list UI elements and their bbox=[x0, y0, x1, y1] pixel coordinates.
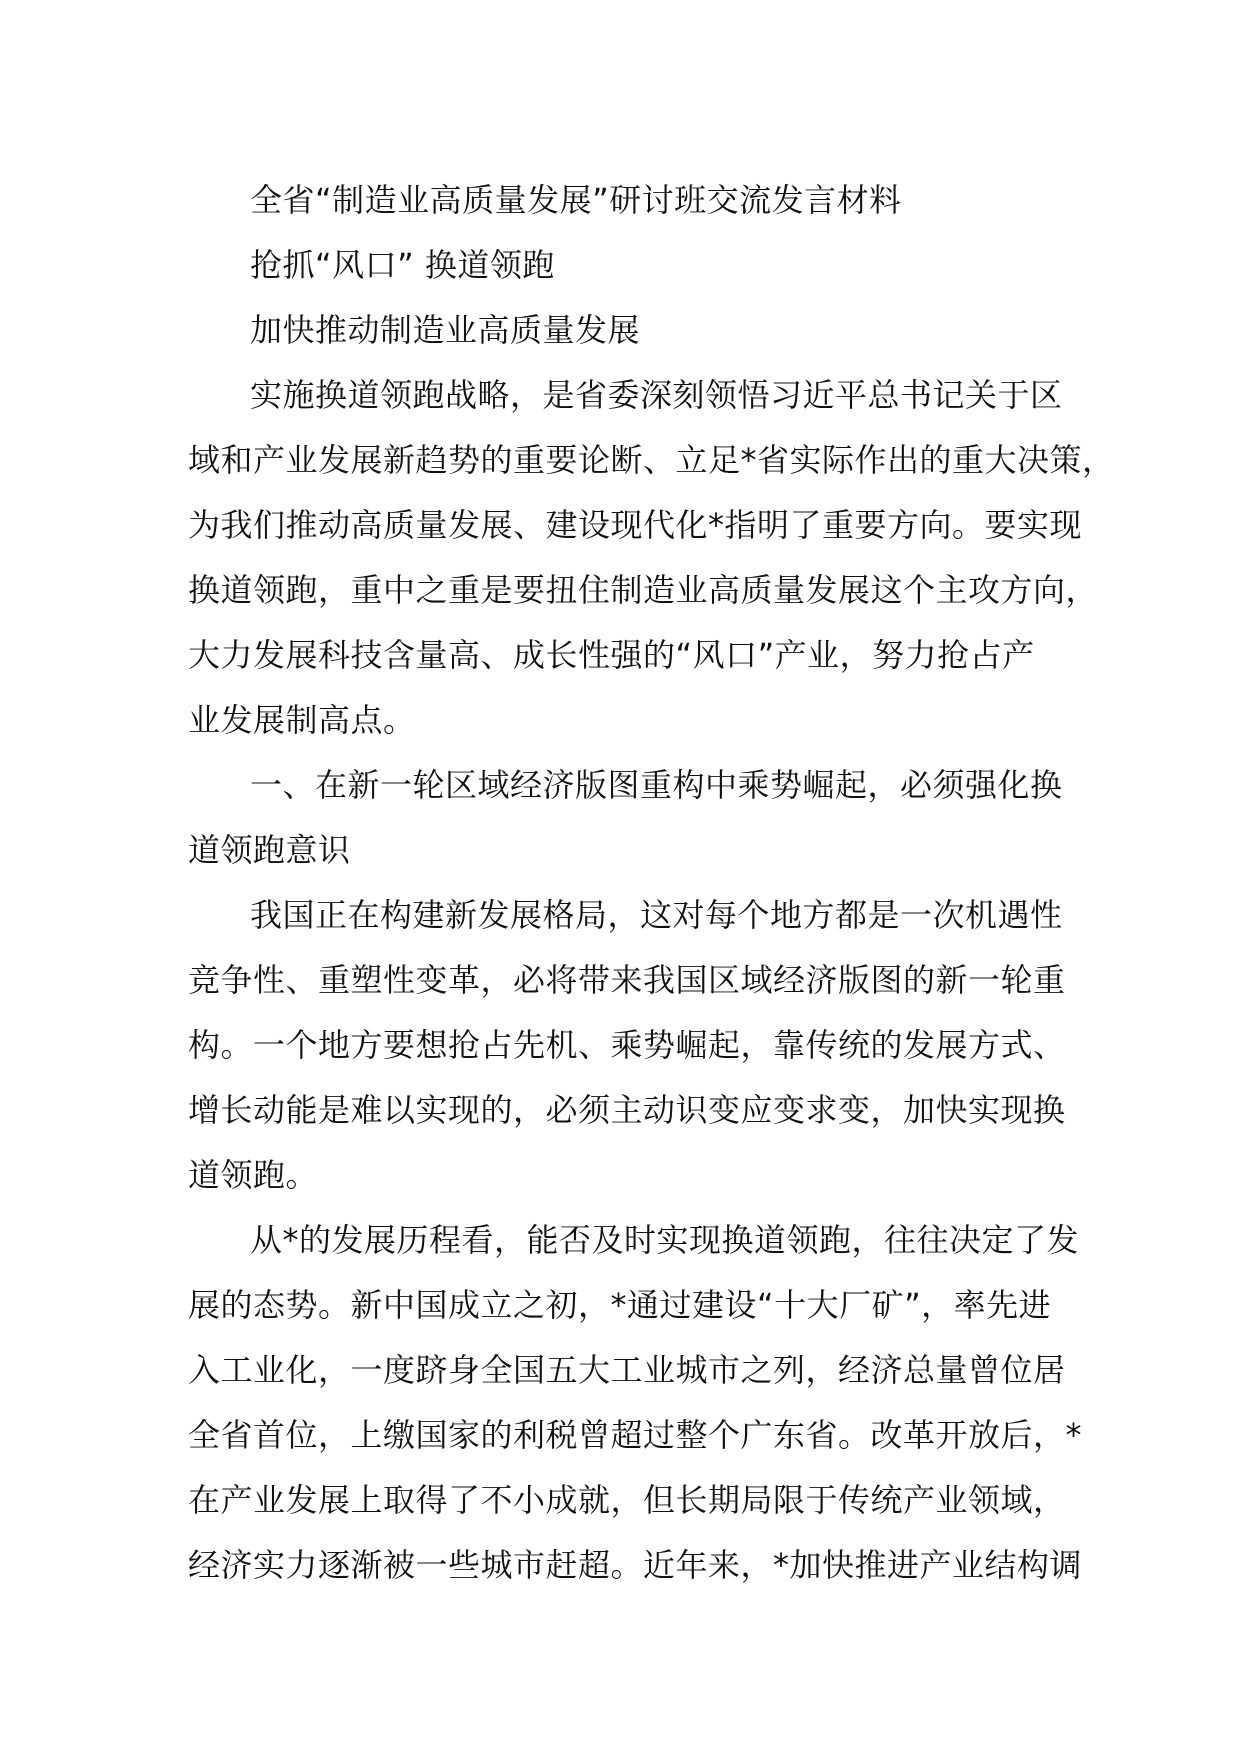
heading-line: 一、在新一轮区域经济版图重构中乘势崛起，必须强化换 bbox=[250, 766, 1063, 804]
section-heading-1 bbox=[188, 753, 1088, 883]
text-line: 构。一个地方要想抢占先机、乘势崛起，靠传统的发展方式、 bbox=[188, 1026, 1066, 1064]
paragraph-intro bbox=[188, 363, 1115, 753]
text-line: 道领跑。 bbox=[188, 1156, 319, 1194]
text-line: 为我们推动高质量发展、建设现代化*指明了重要方向。要实现 bbox=[188, 506, 1083, 544]
text-line: 实施换道领跑战略，是省委深刻领悟习近平总书记关于区 bbox=[250, 376, 1063, 414]
paragraph-3 bbox=[188, 1208, 1088, 1598]
text-line: 经济实力逐渐被一些城市赶超。近年来，*加快推进产业结构调 bbox=[188, 1546, 1083, 1584]
text-line: 增长动能是难以实现的，必须主动识变应变求变，加快实现换 bbox=[188, 1091, 1066, 1129]
text-line: 我国正在构建新发展格局，这对每个地方都是一次机遇性 bbox=[250, 896, 1063, 934]
document-page bbox=[188, 168, 1115, 1598]
document-title: 全省“制造业高质量发展”研讨班交流发言材料 bbox=[250, 181, 902, 219]
text-line: 从*的发展历程看，能否及时实现换道领跑，往往决定了发 bbox=[250, 1221, 1080, 1259]
text-line: 在产业发展上取得了不小成就，但长期局限于传统产业领域， bbox=[188, 1481, 1066, 1519]
text-line: 业发展制高点。 bbox=[188, 701, 416, 739]
document-subtitle-2: 加快推动制造业高质量发展 bbox=[250, 311, 641, 349]
text-line: 展的态势。新中国成立之初，*通过建设“十大厂矿”，率先进 bbox=[188, 1286, 1052, 1324]
text-line: 大力发展科技含量高、成长性强的“风口”产业，努力抢占产 bbox=[188, 636, 1035, 674]
text-line: 入工业化，一度跻身全国五大工业城市之列，经济总量曾位居 bbox=[188, 1351, 1066, 1389]
text-line: 竞争性、重塑性变革，必将带来我国区域经济版图的新一轮重 bbox=[188, 961, 1066, 999]
paragraph-2 bbox=[188, 883, 1088, 1208]
heading-line: 道领跑意识 bbox=[188, 831, 351, 869]
document-subtitle: 抢抓“风口” 换道领跑 bbox=[250, 246, 555, 284]
text-line: 域和产业发展新趋势的重要论断、立足*省实际作出的重大决策， bbox=[188, 441, 1115, 479]
text-line: 全省首位，上缴国家的利税曾超过整个广东省。改革开放后，* bbox=[188, 1416, 1083, 1454]
text-line: 换道领跑，重中之重是要扭住制造业高质量发展这个主攻方向， bbox=[188, 571, 1099, 609]
